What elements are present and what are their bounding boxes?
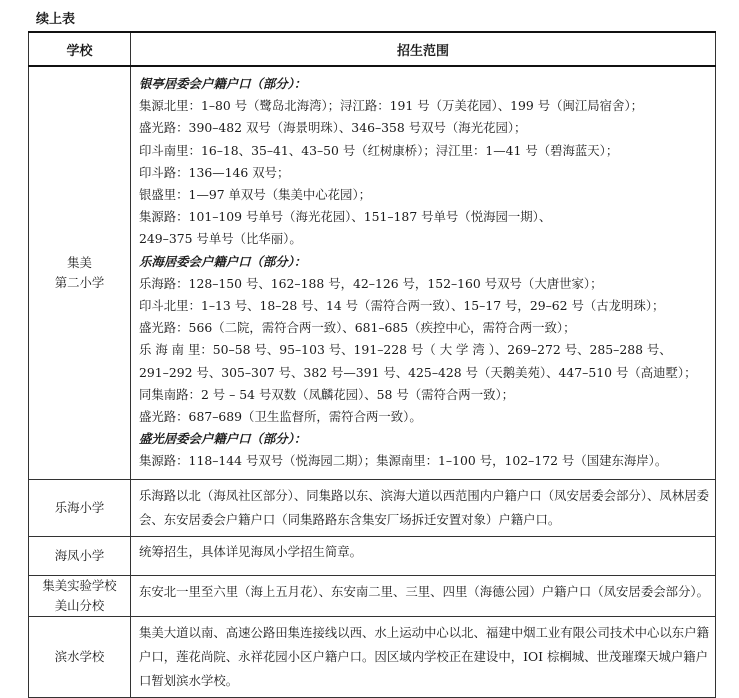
range-line: 银盛里：1—97 单双号（集美中心花园）； bbox=[139, 187, 372, 203]
zone-title: 银亭居委会户籍户口（部分）： bbox=[139, 76, 307, 91]
school-name-line: 集美实验学校 bbox=[42, 577, 117, 593]
table-row bbox=[29, 616, 716, 697]
range-cell: 集美大道以南、高速公路田集连接线以西、水上运动中心以北、福建中烟工业有限公司技术中心以东户籍户口，莲花尚院、永祥花园小区户籍户口。因区域内学校正在建设中，IOI 棕榈城、世茂璀璨天城户籍户口暂划滨水学校。 bbox=[131, 616, 716, 697]
table-header-row bbox=[29, 32, 716, 66]
range-cell: 统筹招生，具体详见海凤小学招生简章。 bbox=[131, 536, 716, 575]
school-name-line: 美山分校 bbox=[54, 597, 105, 613]
continued-label: 续上表 bbox=[36, 12, 76, 27]
range-line: 同集南路：2 号 – 54 号双数（凤麟花园）、58 号（需符合两一致）； bbox=[139, 386, 515, 402]
zone-title: 盛光居委会户籍户口（部分）： bbox=[139, 431, 307, 447]
enrollment-range-table bbox=[28, 31, 716, 698]
school-cell: 海凤小学 bbox=[29, 536, 131, 575]
table-row bbox=[29, 575, 716, 616]
range-line: 印斗路：136—146 双号； bbox=[139, 164, 290, 180]
header-range: 招生范围 bbox=[131, 32, 716, 66]
range-cell: 东安北一里至六里（海上五月花）、东安南二里、三里、四里（海德公园）户籍户口（凤安居委会部分）。 bbox=[131, 575, 716, 616]
school-cell: 乐海小学 bbox=[29, 479, 131, 536]
range-line: 集源北里：1–80 号（鹭岛北海湾）；浔江路：191 号（万美花园）、199 号（闽江局宿舍）； bbox=[139, 98, 644, 114]
school-name-line: 集美 bbox=[67, 254, 92, 270]
table-row bbox=[29, 479, 716, 536]
zone-title: 乐海居委会户籍户口（部分）： bbox=[139, 253, 307, 269]
range-line: 乐 海 南 里：50–58 号、95–103 号、191–228 号（ 大 学 湾 ）、269–272 号、285–288 号、 bbox=[139, 342, 672, 358]
school-name-line: 第二小学 bbox=[54, 274, 105, 290]
range-line: 集源路：101–109 号单号（海光花园）、151–187 号单号（悦海园一期）、 bbox=[139, 209, 552, 225]
table-row bbox=[29, 536, 716, 575]
range-line: 印斗南里：16–18、35–41、43–50 号（红树康桥）；浔江里：1—41 号（碧海蓝天）； bbox=[139, 142, 619, 158]
range-line: 盛光路：566（二院，需符合两一致）、681–685（疾控中心，需符合两一致）； bbox=[139, 320, 576, 336]
school-cell bbox=[29, 66, 131, 479]
range-line: 印斗北里：1–13 号、18–28 号、14 号（需符合两一致）、15–17 号，29–62 号（古龙明珠）； bbox=[139, 298, 665, 314]
range-line: 291–292 号、305–307 号、382 号—391 号、425–428 号（天鹅美苑）、447–510 号（高迪墅）； bbox=[139, 364, 697, 380]
range-line: 盛光路：390–482 双号（海景明珠）、346–358 号双号（海光花园）； bbox=[139, 120, 527, 136]
header-school: 学校 bbox=[29, 32, 131, 66]
range-line: 乐海路：128–150 号、162–188 号，42–126 号，152–160 号双号（大唐世家）； bbox=[139, 275, 603, 291]
range-cell bbox=[131, 66, 716, 479]
table-row bbox=[29, 66, 716, 479]
school-cell: 滨水学校 bbox=[29, 616, 131, 697]
range-line: 盛光路：687–689（卫生监督所，需符合两一致）。 bbox=[139, 409, 422, 425]
range-cell: 乐海路以北（海凤社区部分）、同集路以东、滨海大道以西范围内户籍户口（凤安居委会部分）、凤林居委会、东安居委会户籍户口（同集路路东含集安厂场拆迁安置对象）户籍户口。 bbox=[131, 479, 716, 536]
range-line: 集源路：118–144 号双号（悦海园二期）；集源南里：1–100 号，102–172 号（国建东海岸）。 bbox=[139, 453, 668, 469]
range-line: 249–375 号单号（比华丽）。 bbox=[139, 231, 302, 247]
school-cell bbox=[29, 575, 131, 616]
